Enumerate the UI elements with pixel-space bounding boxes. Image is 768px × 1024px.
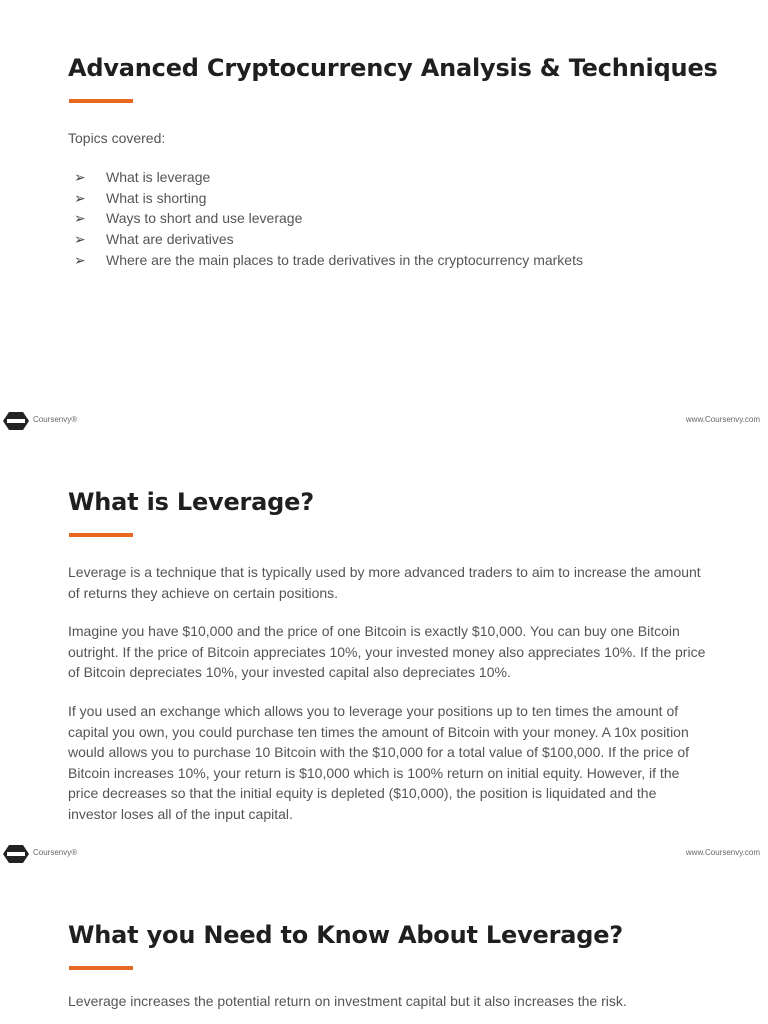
arrow-bullet-icon: ➢ xyxy=(74,169,86,185)
slide-3 xyxy=(0,867,768,1024)
list-item xyxy=(68,167,583,188)
slide-title: Advanced Cryptocurrency Analysis & Techniques xyxy=(68,54,718,82)
list-item xyxy=(68,208,583,229)
list-item-text: Ways to short and use leverage xyxy=(106,210,303,227)
arrow-bullet-icon: ➢ xyxy=(74,189,86,206)
paragraph: Leverage is a technique that is typically used by more advanced traders to aim to increase the amount of returns they achieve on certain positions. xyxy=(68,564,701,601)
slide-footer xyxy=(0,409,768,433)
topics-label: Topics covered: xyxy=(68,130,166,146)
coursenvy-logo-icon xyxy=(2,411,30,431)
footer-url[interactable]: www.Coursenvy.com xyxy=(685,415,760,424)
title-underline xyxy=(69,533,133,537)
slide-2 xyxy=(0,434,768,867)
list-item-text: Where are the main places to trade derivatives in the cryptocurrency markets xyxy=(106,251,583,268)
footer-brand: Coursenvy® xyxy=(33,848,78,857)
list-item xyxy=(68,188,583,209)
paragraph: If you used an exchange which allows you to leverage your positions up to ten times the amount of capital you own, you could purchase ten times the amount of Bitcoin with your money. A 10x position would allows you to purchase 10 Bitcoin with the $10,000 for a total value of $100,000. If the price of Bitcoin increases 10%, your return is $10,000 which is 100% return on initial equity. However, if the price decreases so that the initial equity is depleted ($10,000), the position is liquidated and the investor loses all of the input capital. xyxy=(68,703,690,822)
title-underline xyxy=(69,966,133,970)
coursenvy-logo-icon xyxy=(2,844,30,864)
list-item xyxy=(68,229,583,250)
arrow-bullet-icon: ➢ xyxy=(74,210,86,227)
arrow-bullet-icon: ➢ xyxy=(74,251,86,268)
arrow-bullet-icon: ➢ xyxy=(74,231,86,248)
topics-list xyxy=(68,167,583,270)
slide-title: What you Need to Know About Leverage? xyxy=(68,921,624,949)
footer-url[interactable]: www.Coursenvy.com xyxy=(685,848,760,857)
list-item-text: What are derivatives xyxy=(106,231,234,248)
paragraph: Imagine you have $10,000 and the price of one Bitcoin is exactly $10,000. You can buy one Bitcoin outright. If the price of Bitcoin appreciates 10%, your invested money also appreciates 10%. If the price of Bitcoin depreciates 10%, your invested capital also depreciates 10%. xyxy=(68,623,706,681)
slide-1 xyxy=(0,0,768,434)
list-item xyxy=(68,250,583,271)
title-underline xyxy=(69,99,133,103)
slide-footer xyxy=(0,842,768,866)
paragraph: Leverage increases the potential return on investment capital but it also increases the risk. xyxy=(68,993,627,1009)
footer-brand: Coursenvy® xyxy=(33,415,78,424)
list-item-text: What is leverage xyxy=(106,169,211,185)
list-item-text: What is shorting xyxy=(106,189,207,206)
slide-title: What is Leverage? xyxy=(68,488,314,516)
